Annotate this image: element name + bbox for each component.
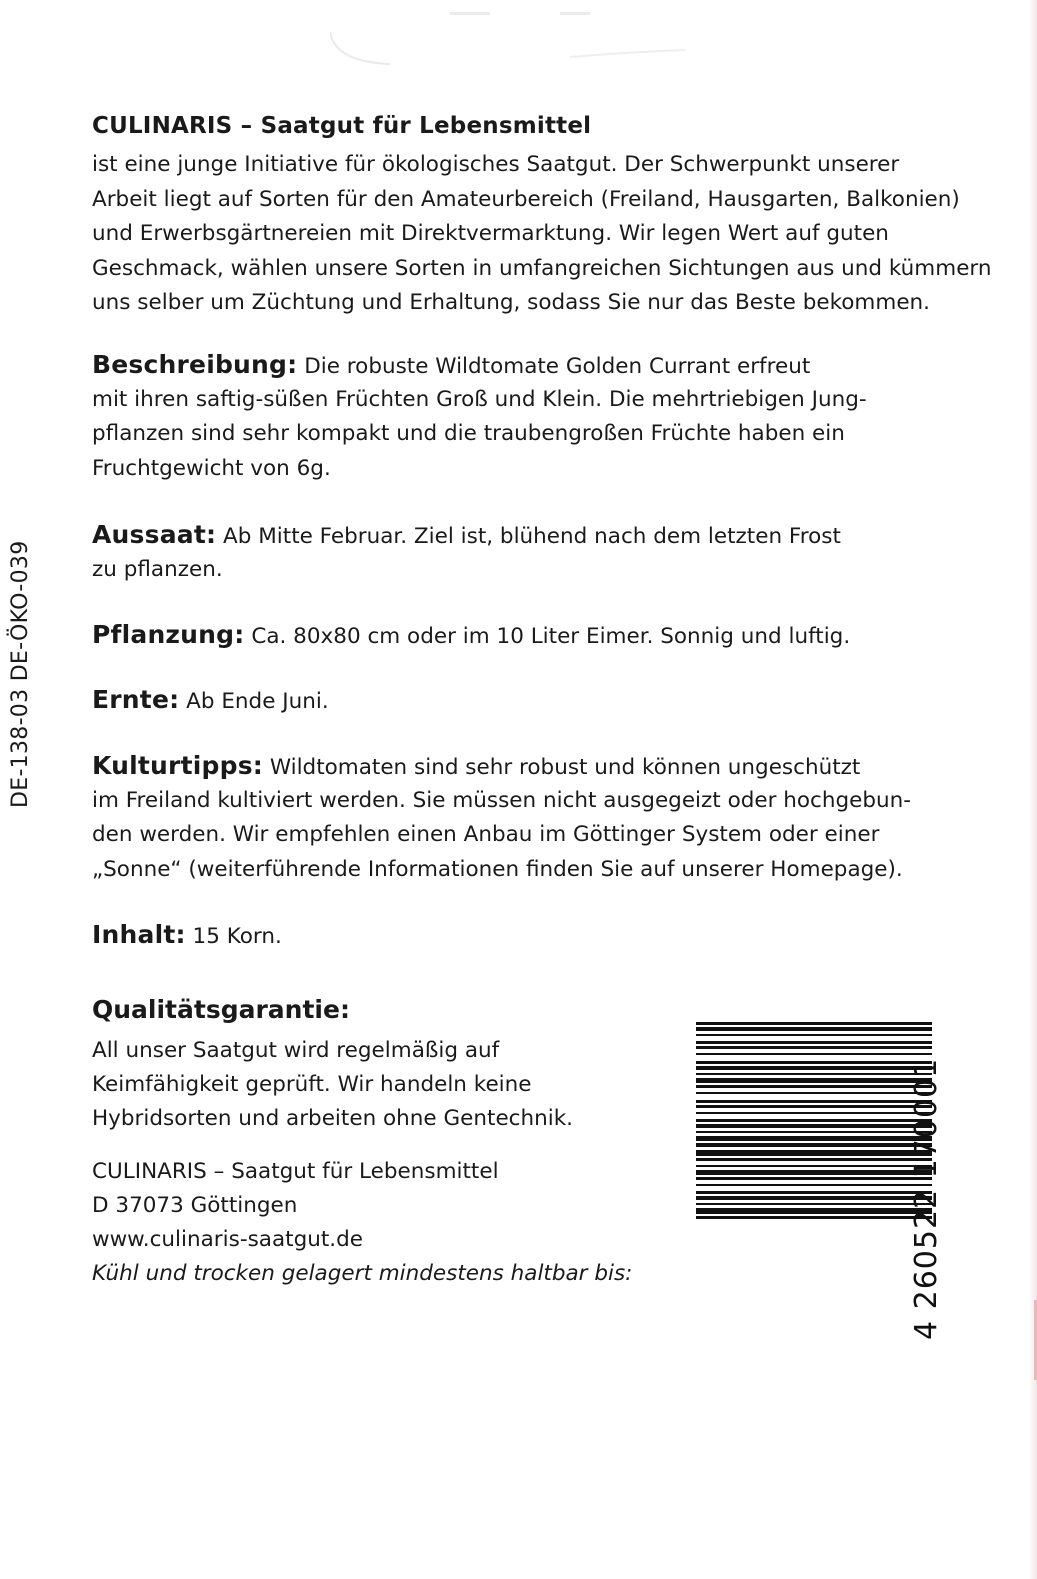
- barcode-bar: [696, 1061, 932, 1064]
- barcode-bar: [696, 1112, 932, 1114]
- certification-code: DE-138-03 DE-ÖKO-039: [8, 540, 33, 808]
- barcode-bar: [696, 1184, 932, 1186]
- barcode-bar: [696, 1027, 932, 1031]
- aussaat-first-line: [92, 518, 946, 553]
- barcode-bar: [696, 1066, 932, 1070]
- kulturtipps-first-line: [92, 749, 946, 784]
- intro-line: und Erwerbsgärtnereien mit Direktvermarktung. Wir legen Wert auf guten: [92, 221, 889, 246]
- website-link[interactable]: www.culinaris-saatgut.de: [92, 1227, 363, 1252]
- top-faint-logo: [330, 12, 690, 72]
- beschreibung-line: Fruchtgewicht von 6g.: [92, 455, 331, 481]
- barcode-bar: [696, 1053, 932, 1055]
- quality-line: Hybridsorten und arbeiten ohne Gentechnik.: [92, 1106, 573, 1131]
- ernte-text: Ab Ende Juni.: [186, 689, 329, 714]
- beschreibung-first-line: [92, 348, 946, 383]
- intro-line: Arbeit liegt auf Sorten für den Amateurbereich (Freiland, Hausgarten, Balkonien): [92, 186, 960, 212]
- ernte-section: [92, 683, 329, 717]
- aussaat-text: Ab Mitte Februar. Ziel ist, blühend nach dem letzten Frost: [223, 524, 841, 549]
- storage-note: Kühl und trocken gelagert mindestens haltbar bis:: [92, 1261, 633, 1286]
- quality-line: All unser Saatgut wird regelmäßig auf: [92, 1038, 500, 1063]
- inhalt-text: 15 Korn.: [192, 924, 282, 949]
- beschreibung-line: pflanzen sind sehr kompakt und die traubengroßen Früchte haben ein: [92, 421, 845, 446]
- pflanzung-section: [92, 618, 850, 652]
- barcode-bar: [696, 1105, 932, 1108]
- barcode-bar: [696, 1196, 932, 1200]
- address-company: CULINARIS – Saatgut für Lebensmittel: [92, 1159, 499, 1184]
- barcode-bar: [696, 1136, 932, 1141]
- barcode-bar: [696, 1150, 932, 1156]
- intro-line: uns selber um Züchtung und Erhaltung, sodass Sie nur das Beste bekommen.: [92, 290, 931, 315]
- barcode-bar: [696, 1208, 932, 1214]
- aussaat-label: Aussaat:: [92, 520, 217, 549]
- kulturtipps-section: [92, 749, 946, 887]
- aussaat-line: zu pflanzen.: [92, 556, 223, 582]
- ernte-label: Ernte:: [92, 685, 180, 714]
- aussaat-section: [92, 518, 946, 587]
- beschreibung-label: Beschreibung:: [92, 350, 298, 379]
- pflanzung-text: Ca. 80x80 cm oder im 10 Liter Eimer. Sonnig und luftig.: [251, 624, 851, 649]
- barcode-bar: [696, 1143, 932, 1147]
- quality-line: Keimfähigkeit geprüft. Wir handeln keine: [92, 1072, 532, 1097]
- pflanzung-label: Pflanzung:: [92, 620, 245, 649]
- beschreibung-section: [92, 348, 946, 486]
- quality-text: [92, 1034, 573, 1136]
- barcode-bar: [696, 1046, 932, 1049]
- kulturtipps-line: „Sonne“ (weiterführende Informationen finden Sie auf unserer Homepage).: [92, 856, 903, 882]
- packet-edge: [1029, 0, 1037, 1579]
- barcode-bar: [696, 1203, 932, 1205]
- barcode-bar: [696, 1100, 932, 1103]
- intro-text: [92, 148, 992, 321]
- barcode-bar: [696, 1165, 932, 1167]
- barcode-bar: [696, 1131, 932, 1133]
- intro-line: Geschmack, wählen unsere Sorten in umfangreichen Sichtungen aus und kümmern: [92, 255, 992, 281]
- barcode-bar: [696, 1085, 932, 1088]
- inhalt-label: Inhalt:: [92, 920, 186, 949]
- quality-title: Qualitätsgarantie:: [92, 995, 350, 1024]
- kulturtipps-label: Kulturtipps:: [92, 751, 263, 780]
- barcode-bar: [696, 1170, 932, 1175]
- barcode-bar: [696, 1158, 932, 1161]
- barcode-bar: [696, 1191, 932, 1194]
- barcode-bar: [696, 1041, 932, 1044]
- barcode-bar: [696, 1092, 932, 1094]
- address-city: D 37073 Göttingen: [92, 1193, 298, 1218]
- barcode-bar: [696, 1216, 932, 1219]
- barcode-bar: [696, 1119, 932, 1122]
- barcode-bar: [696, 1177, 932, 1180]
- inhalt-section: [92, 918, 282, 952]
- barcode-bar: [696, 1078, 932, 1083]
- barcode-bar: [696, 1034, 932, 1036]
- kulturtipps-line: im Freiland kultiviert werden. Sie müssen nicht ausgegeizt oder hochgebun-: [92, 787, 912, 813]
- beschreibung-line: mit ihren saftig-süßen Früchten Groß und Klein. Die mehrtriebigen Jung-: [92, 386, 867, 412]
- barcode: [696, 1022, 932, 1334]
- intro-line: ist eine junge Initiative für ökologisches Saatgut. Der Schwerpunkt unserer: [92, 152, 900, 177]
- kulturtipps-text: Wildtomaten sind sehr robust und können ungeschützt: [269, 755, 861, 780]
- beschreibung-text: Die robuste Wildtomate Golden Currant erfreut: [304, 354, 811, 379]
- barcode-bar: [696, 1124, 932, 1128]
- intro-title: CULINARIS – Saatgut für Lebensmittel: [92, 113, 592, 139]
- barcode-bar: [696, 1022, 932, 1025]
- kulturtipps-line: den werden. Wir empfehlen einen Anbau im Göttinger System oder einer: [92, 822, 880, 847]
- address-block: [92, 1155, 632, 1291]
- barcode-bar: [696, 1073, 932, 1075]
- barcode-digits: 4 260522 170001: [909, 1057, 944, 1340]
